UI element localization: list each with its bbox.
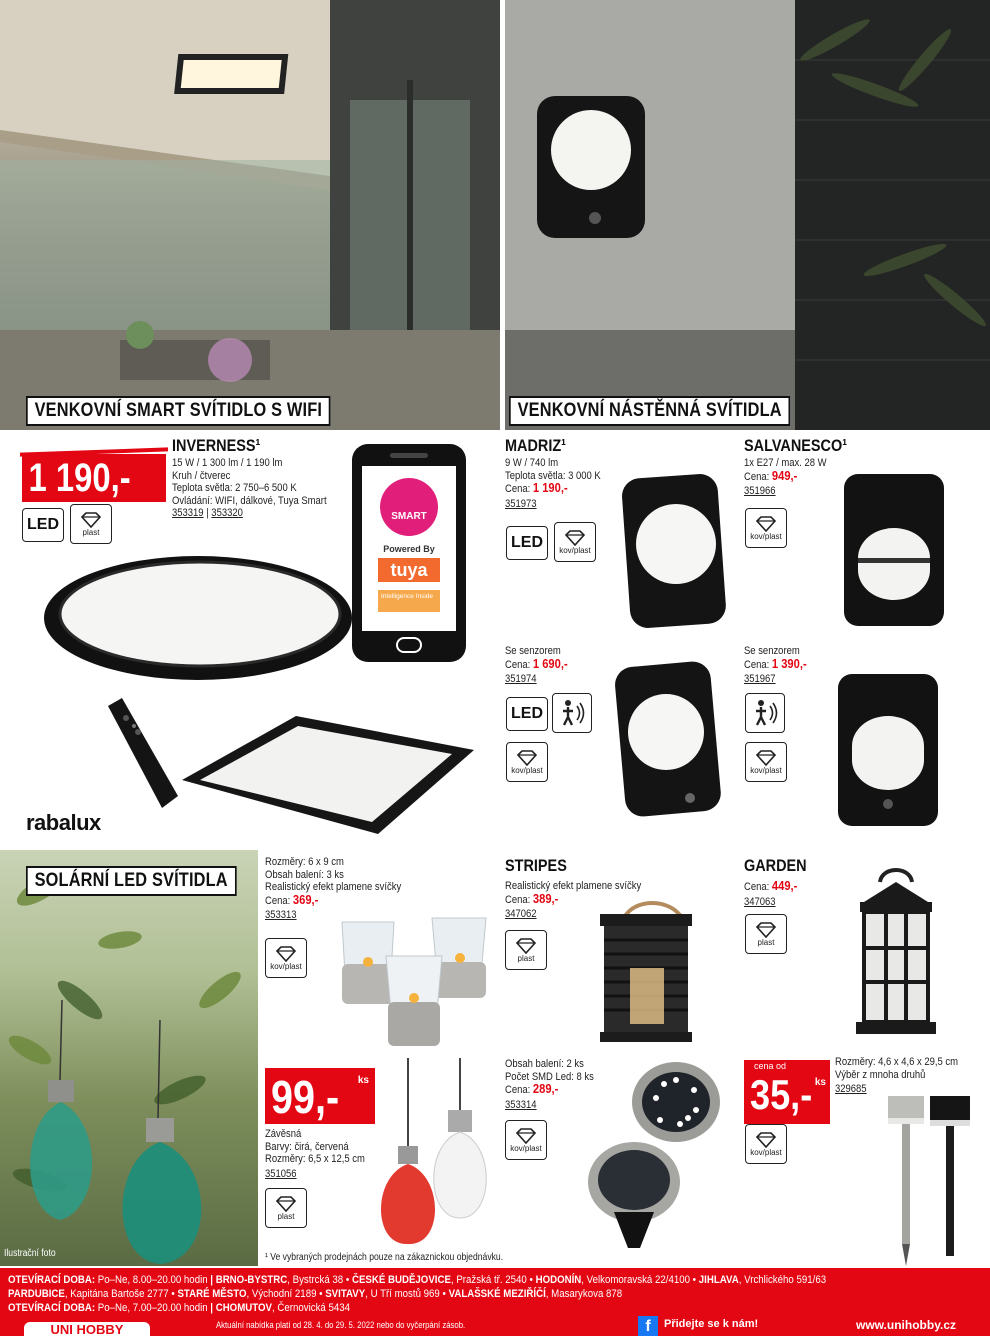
diamond-icon <box>275 946 297 962</box>
madriz-price: 1 190,- <box>532 480 568 495</box>
opening-hours-row-2 <box>8 1288 622 1300</box>
candles-price: 369,- <box>292 891 319 907</box>
diamond-icon <box>515 938 537 954</box>
spec-line: Rozměry: 6,5 x 12,5 cm <box>265 1153 365 1165</box>
material-badge <box>70 504 112 544</box>
rabalux-logo: rabalux <box>26 810 101 835</box>
material-label: kov/plast <box>270 961 302 971</box>
code-separator: | <box>203 507 212 519</box>
tuya-logo: tuya <box>378 558 440 582</box>
banner-solar-lights: SOLÁRNÍ LED SVÍTIDLA <box>26 866 236 896</box>
inverness-specs <box>172 457 327 520</box>
store-name: SVITAVY <box>325 1288 366 1300</box>
bulbs-price: 99,- <box>271 1071 340 1123</box>
opening-hours-label: OTEVÍRACÍ DOBA: <box>8 1274 96 1286</box>
footer <box>0 1268 990 1336</box>
ground-price: 289,- <box>532 1081 559 1096</box>
store-name: | CHOMUTOV <box>210 1302 272 1314</box>
spec-line: 1x E27 / max. 28 W <box>744 457 827 469</box>
smartphone-image <box>352 444 466 662</box>
store-name: | BRNO-BYSTRC <box>210 1274 288 1286</box>
from-label: cena od <box>754 1061 787 1071</box>
material-badge <box>745 1124 787 1164</box>
spec-line: Výběr z mnoha druhů <box>835 1068 926 1081</box>
diamond-icon <box>275 1196 297 1212</box>
product-code: 351966 <box>744 485 776 497</box>
material-badge <box>505 1120 547 1160</box>
price-label: Cena: <box>505 658 533 671</box>
diamond-icon <box>755 750 777 766</box>
unit-label: ks <box>814 1077 826 1088</box>
spec-line: Rozměry: 4,6 x 4,6 x 29,5 cm <box>835 1056 959 1068</box>
led-badge <box>506 697 548 731</box>
material-badge <box>506 742 548 782</box>
product-code: 347063 <box>744 895 776 908</box>
diamond-icon <box>515 1128 537 1144</box>
round-ceiling-lamp <box>40 550 360 690</box>
inverness-title: INVERNESS¹ <box>172 436 261 455</box>
website-link[interactable]: www.unihobby.cz <box>856 1318 956 1332</box>
salvanesco-lamp <box>838 470 950 630</box>
store-address: , Pražská tř. 2540 • <box>450 1274 536 1286</box>
material-badge <box>265 1188 307 1228</box>
wall-light-photo <box>505 0 990 430</box>
price-label: Cena: <box>744 658 772 671</box>
diamond-icon <box>516 750 538 766</box>
spec-line: Počet SMD Led: 8 ks <box>505 1070 594 1083</box>
diamond-icon <box>755 516 777 532</box>
material-badge <box>505 930 547 970</box>
sensor-label: Se senzorem <box>505 645 561 657</box>
salvanesco-title: SALVANESCO¹ <box>744 436 848 455</box>
product-code: 351056 <box>265 1167 297 1180</box>
product-code: 351974 <box>505 673 537 685</box>
facebook-icon[interactable]: f <box>638 1316 658 1336</box>
spec-line: Teplota světla: 3 000 K <box>505 469 601 482</box>
store-address: , Kapitána Bartoše 2777 • <box>64 1288 178 1300</box>
spec-line: Teplota světla: 2 750–6 500 K <box>172 482 297 494</box>
store-name: ČESKÉ BUDĚJOVICE <box>351 1274 451 1286</box>
salvanesco-sensor-lamp <box>832 670 944 830</box>
photo-note: Ilustrační foto <box>4 1248 56 1259</box>
spec-line: 15 W / 1 300 lm / 1 190 lm <box>172 457 283 469</box>
material-label: kov/plast <box>750 765 782 775</box>
salvanesco-specs <box>744 457 827 498</box>
store-address: , Východní 2189 • <box>246 1288 326 1300</box>
madriz-sensor-lamp <box>612 660 724 822</box>
motion-sensor-icon <box>557 698 587 728</box>
led-label: LED <box>27 516 59 533</box>
sensor-label: Se senzorem <box>744 645 800 657</box>
spec-line: 9 W / 740 lm <box>505 457 559 469</box>
material-label: plast <box>517 953 535 963</box>
product-code: 351967 <box>744 673 776 685</box>
madriz-sensor-specs <box>505 645 568 686</box>
madriz-sensor-price: 1 690,- <box>532 655 568 671</box>
footnote: ¹ Ve vybraných prodejnách pouze na zákaznickou objednávku. <box>265 1252 504 1263</box>
spec-line: Obsah balení: 3 ks <box>265 868 344 881</box>
patio-photo <box>0 0 500 430</box>
product-code: 347062 <box>505 908 537 920</box>
led-badge <box>22 508 64 542</box>
opening-hours-row-3 <box>8 1302 350 1314</box>
store-address: , Bystrcká 38 • <box>287 1274 352 1286</box>
bulbs-specs <box>265 1128 365 1180</box>
store-address: , Masarykova 878 <box>545 1288 623 1300</box>
bulbs-price-tag <box>265 1068 375 1124</box>
store-name: HODONÍN <box>535 1274 582 1286</box>
stripes-price: 389,- <box>532 890 559 906</box>
material-label: kov/plast <box>750 531 782 541</box>
offer-validity: Aktuální nabídka platí od 28. 4. do 29. 5. 2022 nebo do vyčerpání zásob. <box>216 1320 466 1330</box>
hours-text: Po–Ne, 8.00–20.00 hodin <box>95 1274 211 1286</box>
opening-hours-label: OTEVÍRACÍ DOBA: <box>8 1302 96 1314</box>
home-button <box>396 637 422 653</box>
spec-line: Barvy: čirá, červená <box>265 1140 349 1153</box>
material-label: kov/plast <box>511 765 543 775</box>
salvanesco-sensor-price: 1 390,- <box>771 655 807 671</box>
product-code: 353319 <box>172 507 204 519</box>
unit-label: ks <box>357 1075 369 1086</box>
hanging-bulbs-image <box>368 1058 502 1248</box>
madriz-specs <box>505 457 601 510</box>
square-ceiling-lamp <box>178 710 478 840</box>
product-code: 353313 <box>265 909 297 921</box>
store-name: VALAŠSKÉ MEZIŘÍČÍ <box>448 1288 546 1300</box>
spec-line: Závěsná <box>265 1128 302 1140</box>
price-label: Cena: <box>744 881 772 893</box>
madriz-title: MADRIZ¹ <box>505 436 567 455</box>
remote-control <box>104 696 184 816</box>
store-address: , Černovická 5434 <box>272 1302 351 1314</box>
madriz-lamp <box>618 472 728 632</box>
uni-hobby-logo <box>24 1322 150 1336</box>
price-label: Cena: <box>265 894 293 907</box>
opening-hours-row-1 <box>8 1274 826 1286</box>
material-badge <box>554 522 596 562</box>
candles-image <box>334 912 500 1052</box>
diamond-icon <box>80 512 102 528</box>
inverness-price: 1 190,- <box>28 456 131 500</box>
garden-price: 449,- <box>771 878 798 893</box>
material-badge <box>265 938 307 978</box>
smart-icon <box>380 478 438 536</box>
material-badge <box>745 508 787 548</box>
price-label: Cena: <box>505 483 533 495</box>
powered-by-label: Powered By <box>383 544 435 554</box>
material-label: plast <box>277 1211 295 1221</box>
logo-text: UNI HOBBY <box>50 1322 124 1336</box>
inverness-price-tag <box>22 454 166 502</box>
smart-label: SMART <box>391 511 427 522</box>
spec-line: Ovládání: WIFI, dálkové, Tuya Smart <box>172 494 327 507</box>
motion-sensor-icon <box>750 698 780 728</box>
garden-stakes-image <box>880 1090 980 1268</box>
store-address: , Vrchlického 591/63 <box>738 1274 827 1286</box>
material-label: kov/plast <box>559 545 591 555</box>
product-code: 353320 <box>211 507 243 519</box>
solar-bulbs-photo <box>0 850 258 1266</box>
stripes-lantern <box>594 896 698 1046</box>
material-label: plast <box>757 937 775 947</box>
salvanesco-price: 949,- <box>771 467 798 483</box>
stakes-price-tag <box>744 1060 830 1124</box>
stakes-price: 35,- <box>750 1071 813 1118</box>
material-badge <box>745 742 787 782</box>
spec-line: Realistický efekt plamene svíčky <box>265 881 402 893</box>
garden-title: GARDEN <box>744 856 807 875</box>
product-code: 351973 <box>505 497 537 510</box>
banner-wall-lights: VENKOVNÍ NÁSTĚNNÁ SVÍTIDLA <box>509 396 790 426</box>
inverness-section <box>0 430 500 848</box>
intelligence-label: Intelligence Inside <box>378 590 440 612</box>
material-badge <box>745 914 787 954</box>
price-label: Cena: <box>744 470 772 483</box>
store-name: STARÉ MĚSTO <box>177 1288 247 1300</box>
banner-smart-light: VENKOVNÍ SMART SVÍTIDLO S WIFI <box>26 396 331 426</box>
garden-specs <box>744 880 797 908</box>
material-label: kov/plast <box>750 1147 782 1157</box>
led-label: LED <box>511 705 543 722</box>
garden-lantern <box>844 862 948 1042</box>
ground-lights-image <box>584 1056 724 1252</box>
spec-line: Rozměry: 6 x 9 cm <box>265 856 344 868</box>
diamond-icon <box>755 922 777 938</box>
hours-text: Po–Ne, 7.00–20.00 hodin <box>95 1302 211 1314</box>
product-code: 329685 <box>835 1083 867 1095</box>
diamond-icon <box>564 530 586 546</box>
spec-line: Kruh / čtverec <box>172 469 231 482</box>
store-name: JIHLAVA <box>698 1274 739 1286</box>
store-address: , Velkomoravská 22/4100 • <box>581 1274 699 1286</box>
material-label: kov/plast <box>510 1143 542 1153</box>
store-name: PARDUBICE <box>8 1288 65 1300</box>
spec-line: Realistický efekt plamene svíčky <box>505 880 642 892</box>
price-label: Cena: <box>505 893 533 906</box>
diamond-icon <box>755 1132 777 1148</box>
product-code: 353314 <box>505 1098 537 1111</box>
stripes-title: STRIPES <box>505 856 567 875</box>
sensor-badge <box>552 693 592 733</box>
price-label: Cena: <box>505 1084 533 1096</box>
led-label: LED <box>511 534 543 551</box>
facebook-link[interactable]: Přidejte se k nám! <box>664 1318 759 1330</box>
spec-line: Obsah balení: 2 ks <box>505 1058 584 1070</box>
sensor-badge <box>745 693 785 733</box>
led-badge <box>506 526 548 560</box>
material-label: plast <box>82 527 100 537</box>
ground-specs <box>505 1058 594 1111</box>
store-address: , U Tří mostů 969 • <box>365 1288 449 1300</box>
salvanesco-sensor-specs <box>744 645 807 686</box>
